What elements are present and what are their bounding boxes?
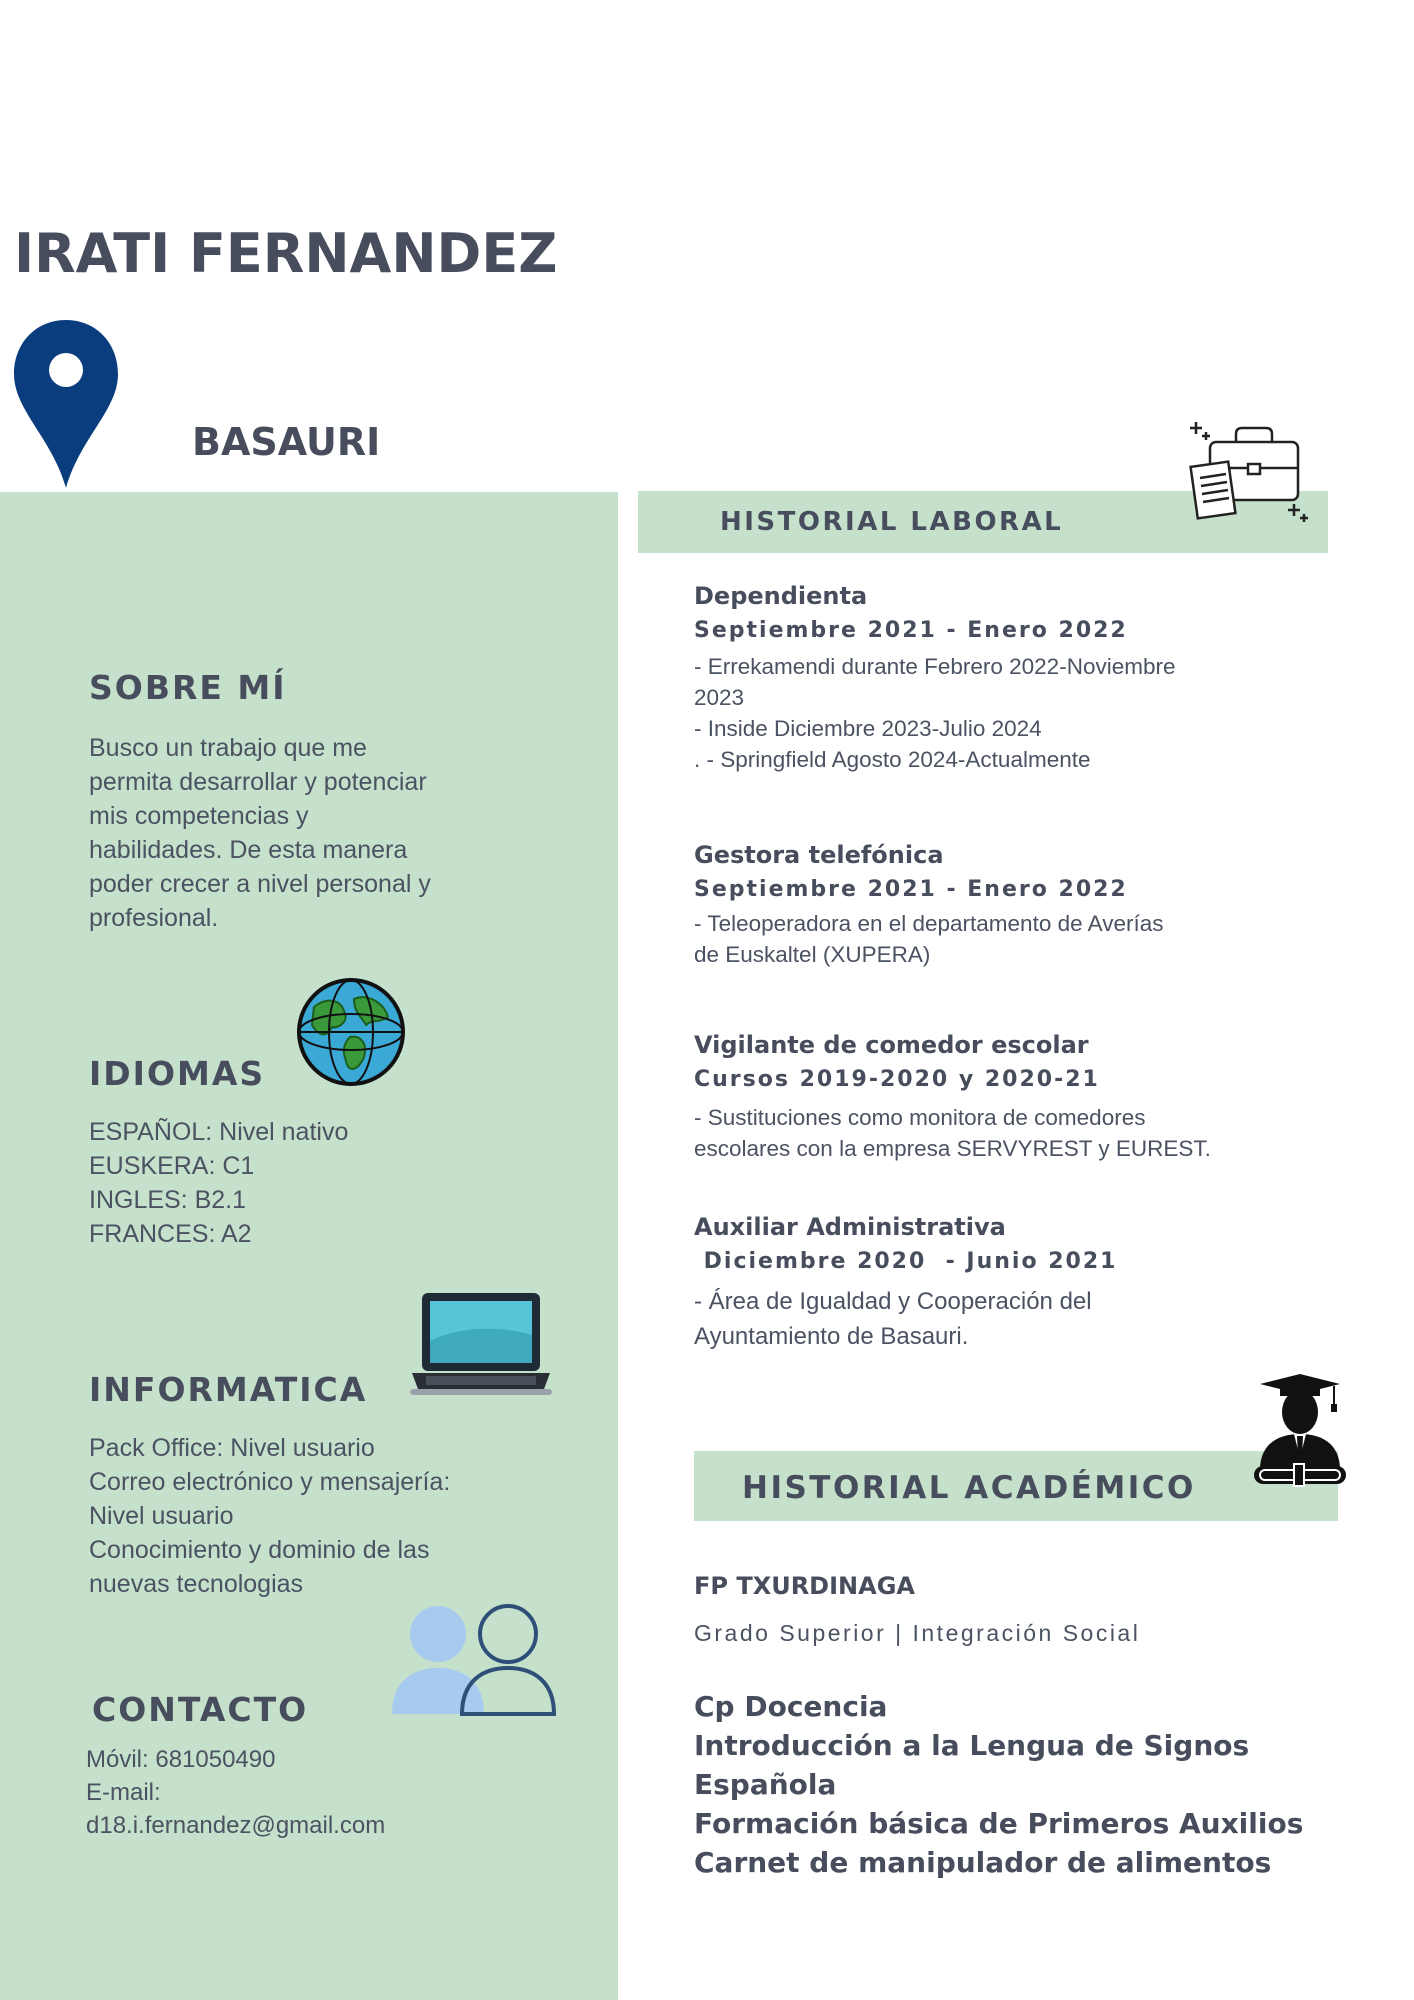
work-heading: HISTORIAL LABORAL (720, 507, 1064, 537)
briefcase-icon (1188, 420, 1310, 524)
job-description: - Teleoperadora en el departamento de Averías de Euskaltel (XUPERA) (694, 911, 1164, 967)
it-list (89, 1431, 509, 1601)
course-item: Carnet de manipulador de alimentos (694, 1846, 1272, 1879)
course-item: Española (694, 1768, 837, 1801)
about-line: poder crecer a nivel personal y (89, 870, 431, 898)
job-title: Auxiliar Administrativa (694, 1213, 1006, 1241)
job-title: Dependienta (694, 582, 868, 610)
city-label: BASAURI (192, 420, 381, 464)
languages-list (89, 1115, 348, 1251)
about-line: habilidades. De esta manera (89, 836, 408, 864)
job-date: Diciembre 2020 - Junio 2021 (694, 1249, 1118, 1274)
contact-heading: CONTACTO (92, 1690, 309, 1729)
job-date: Septiembre 2021 - Enero 2022 (694, 877, 1128, 902)
language-item: FRANCES: A2 (89, 1220, 252, 1248)
about-line: Busco un trabajo que me (89, 734, 367, 762)
language-item: INGLES: B2.1 (89, 1186, 247, 1214)
about-line: mis competencias y (89, 802, 309, 830)
it-item: Conocimiento y dominio de las (89, 1536, 430, 1564)
about-heading: SOBRE MÍ (89, 668, 287, 707)
it-item: Correo electrónico y mensajería: (89, 1468, 451, 1496)
language-item: EUSKERA: C1 (89, 1152, 255, 1180)
courses-list (694, 1687, 1334, 1882)
job-date: Septiembre 2021 - Enero 2022 (694, 618, 1128, 643)
degree-name: Grado Superior | Integración Social (694, 1620, 1141, 1646)
globe-icon (292, 977, 410, 1087)
job-description: - Sustituciones como monitora de comedores escolares con la empresa SERVYREST y EUREST. (694, 1105, 1211, 1161)
job-title: Vigilante de comedor escolar (694, 1031, 1089, 1059)
course-item: Cp Docencia (694, 1690, 888, 1723)
course-item: Formación básica de Primeros Auxilios (694, 1807, 1304, 1840)
job-description: - Errekamendi durante Febrero 2022-Noviembre 2023 - Inside Diciembre 2023-Julio 2024 . - Springfield Agosto 2024-Actualmente (694, 654, 1176, 772)
job-description: - Área de Igualdad y Cooperación del Ayuntamiento de Basauri. (694, 1288, 1092, 1350)
contact-list (86, 1743, 385, 1842)
school-name: FP TXURDINAGA (694, 1572, 915, 1600)
contact-email-label: E-mail: (86, 1779, 161, 1806)
job-entry (694, 582, 1294, 775)
job-date: Cursos 2019-2020 y 2020-21 (694, 1067, 1100, 1092)
people-icon (390, 1604, 556, 1716)
it-item: Nivel usuario (89, 1502, 234, 1530)
candidate-name: IRATI FERNANDEZ (14, 222, 558, 285)
about-line: permita desarrollar y potenciar (89, 768, 427, 796)
job-entry (694, 1213, 1294, 1354)
language-item: ESPAÑOL: Nivel nativo (89, 1118, 349, 1146)
it-item: nuevas tecnologias (89, 1570, 304, 1598)
academic-heading: HISTORIAL ACADÉMICO (742, 1470, 1196, 1506)
it-heading: INFORMATICA (89, 1370, 368, 1409)
laptop-icon (408, 1291, 554, 1397)
contact-phone: Móvil: 681050490 (86, 1746, 276, 1773)
languages-heading: IDIOMAS (89, 1054, 266, 1093)
contact-email[interactable]: d18.i.fernandez@gmail.com (86, 1812, 386, 1839)
course-item: Introducción a la Lengua de Signos (694, 1729, 1250, 1762)
job-entry (694, 1031, 1294, 1164)
job-title: Gestora telefónica (694, 841, 944, 869)
about-line: profesional. (89, 904, 219, 932)
graduate-icon (1250, 1374, 1350, 1490)
location-pin-icon (12, 318, 120, 490)
about-text (89, 731, 509, 935)
job-entry (694, 841, 1294, 970)
it-item: Pack Office: Nivel usuario (89, 1434, 375, 1462)
